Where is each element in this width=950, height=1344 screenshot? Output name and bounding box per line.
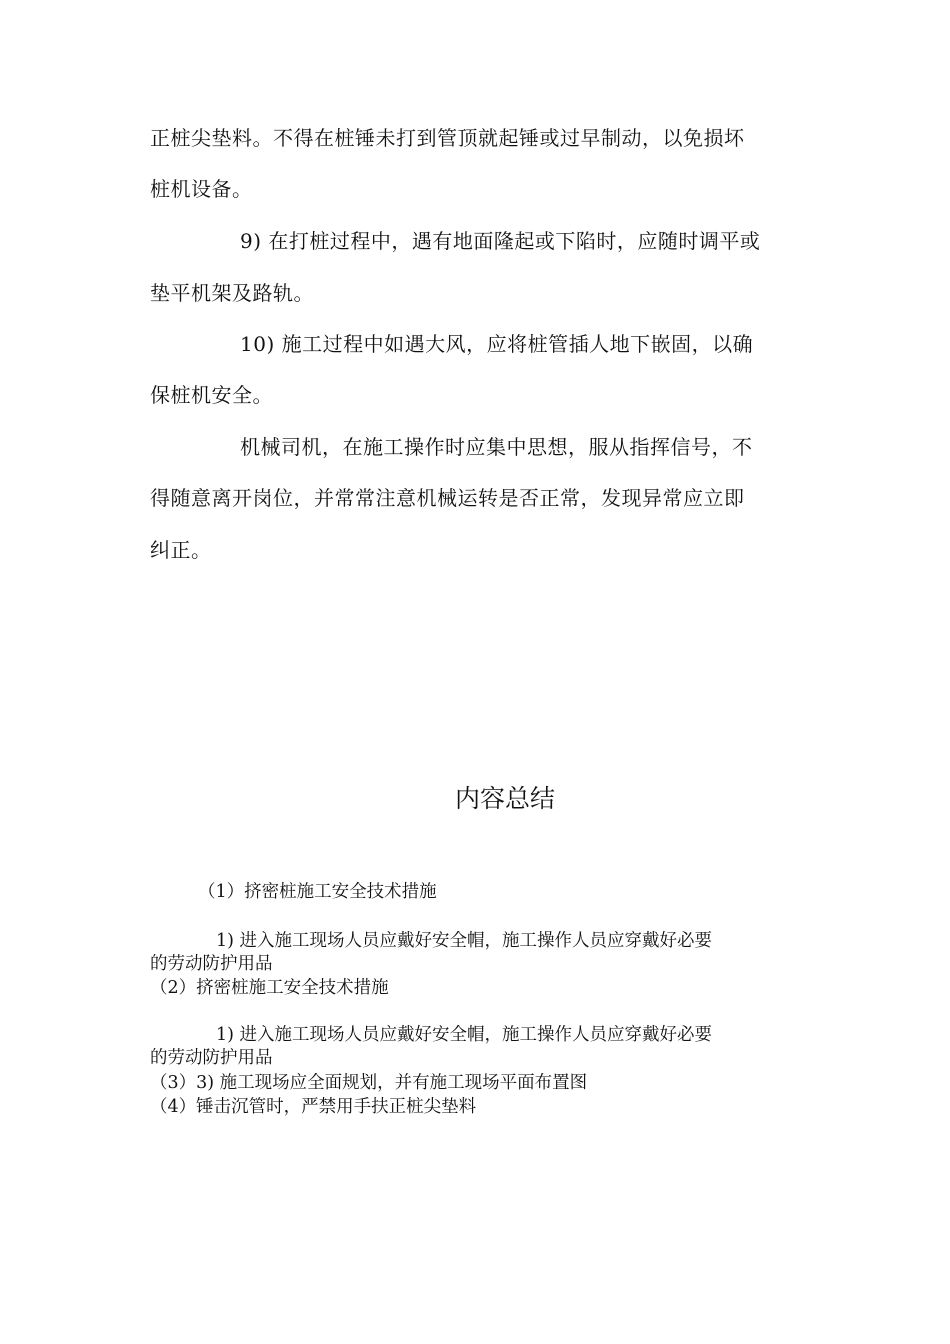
body-line: 保桩机安全。 — [150, 383, 273, 407]
body-line: 垫平机架及路轨。 — [150, 281, 314, 305]
body-line: 10) 施工过程中如遇大风，应将桩管插人地下嵌固，以确 — [240, 332, 754, 356]
body-line: 桩机设备。 — [150, 177, 253, 201]
summary-line: 1) 进入施工现场人员应戴好安全帽，施工操作人员应穿戴好必要 — [216, 931, 713, 951]
summary-title: 内容总结 — [454, 784, 555, 813]
summary-line: 1) 进入施工现场人员应戴好安全帽，施工操作人员应穿戴好必要 — [216, 1025, 713, 1045]
body-line: 正桩尖垫料。不得在桩锤未打到管顶就起锤或过早制动，以免损坏 — [150, 126, 745, 150]
summary-line: （3）3) 施工现场应全面规划，并有施工现场平面布置图 — [150, 1073, 588, 1093]
body-line: 9) 在打桩过程中，遇有地面隆起或下陷时，应随时调平或 — [240, 229, 761, 253]
summary-line: （4）锤击沉管时，严禁用手扶正桩尖垫料 — [150, 1097, 477, 1117]
summary-line: 的劳动防护用品 — [150, 954, 273, 974]
body-line: 得随意离开岗位，并常常注意机械运转是否正常，发现异常应立即 — [150, 486, 745, 510]
summary-line: （2）挤密桩施工安全技术措施 — [150, 978, 389, 998]
summary-line: 的劳动防护用品 — [150, 1048, 273, 1068]
body-line: 机械司机，在施工操作时应集中思想，服从指挥信号，不 — [240, 435, 753, 459]
body-line: 纠正。 — [150, 538, 212, 562]
summary-line: （1）挤密桩施工安全技术措施 — [198, 882, 437, 902]
